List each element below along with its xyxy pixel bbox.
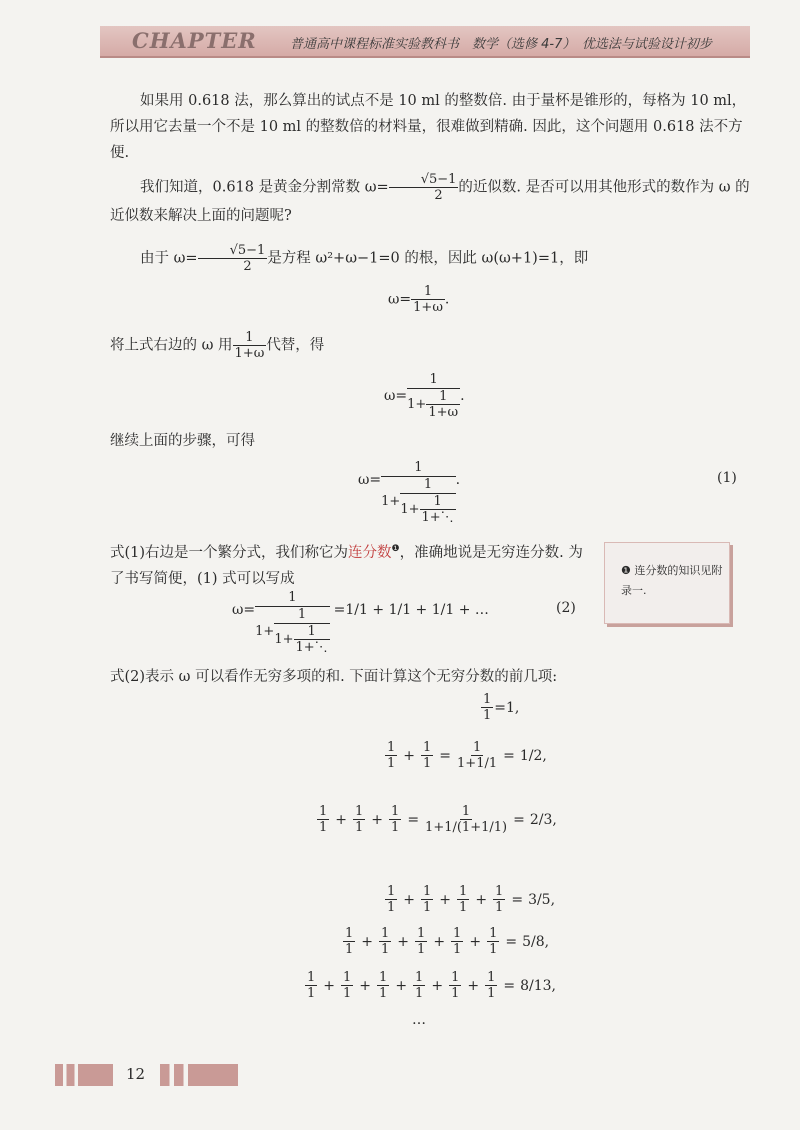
paragraph-5: 继续上面的步骤，可得	[110, 433, 255, 449]
fraction: $\frac{√5-1}{2}$	[389, 172, 459, 203]
sidenote-box: ❶ 连分数的知识见附录一.	[604, 542, 730, 624]
fraction: $\frac{√5-1}{2}$	[198, 243, 268, 274]
book-title: 普通高中课程标准实验教科书 数学（选修 4-7） 优选法与试验设计初步	[290, 37, 712, 52]
equation-label-1: (1)	[717, 470, 737, 486]
page-number: 12	[126, 1065, 146, 1083]
equation-label-2: (2)	[556, 600, 576, 616]
paragraph-2: 我们知道，0.618 是黄金分割常数 ω= $\frac{√5-1}{2}$ 的近似数. 是否可以用其他形式的数作为 ω 的近似数来解决上面的问题呢?	[110, 172, 750, 224]
paragraph-3: 由于 ω= $\frac{√5-1}{2}$ 是方程 ω²+ω−1=0 的根，因此 ω(ω+1)=1，即	[140, 243, 589, 274]
paragraph-7: 式(2)表示 ω 可以看作无穷多项的和. 下面计算这个无穷分数的前几项:	[110, 669, 558, 685]
sum-line-1: $\frac{1}{1}$ =1,	[483, 692, 520, 723]
sum-line-3: 1 1 + $\frac{1}{1}$ + $\frac{1}{1}$ = $\frac{1}{1+1/(1+1/1)}$ = 2/3 ,	[319, 804, 557, 835]
sidenote-text: 连分数的知识见附录一.	[621, 564, 723, 597]
sum-line-4: 1 1 + $\frac{1}{1}$ + $\frac{1}{1}$ + $\frac{1}{1}$ = 3/5 ,	[387, 884, 556, 915]
paragraph-4: 将上式右边的 ω 用 $\frac{1}{1+\omega}$ 代替，得	[110, 330, 325, 361]
equation-cf-1: ω= 1 1+ 1 1+ $\frac{1}{1+⋱}$ .	[358, 460, 461, 525]
sum-line-6: 1 1 + $\frac{1}{1}$ + $\frac{1}{1}$ + $\frac{1}{1}$ + $\frac{1}{1}$ + $\frac{1}{1}$ = 8/13 ,	[307, 970, 556, 1001]
chapter-label: CHAPTER	[132, 28, 257, 53]
footer-decoration-right	[160, 1064, 238, 1086]
sum-line-5: 1 1 + $\frac{1}{1}$ + $\frac{1}{1}$ + $\frac{1}{1}$ + $\frac{1}{1}$ = 5/8 ,	[345, 926, 550, 957]
paragraph-6: 式(1)右边是一个繁分式，我们称它为连分数$^❶$，准确地说是无穷连分数. 为了书写简便，(1) 式可以写成	[110, 544, 583, 587]
term-continued-fraction: 连分数	[348, 544, 392, 561]
ellipsis: …	[412, 1012, 426, 1028]
page-header	[100, 26, 750, 58]
footer-decoration-left	[55, 1064, 113, 1086]
equation-cf-series: ω= 1 1+ 1 1+ $\frac{1}{1+⋱}$ =1/1 + 1/1 + 1/1 + …	[232, 590, 489, 655]
footnote-marker: ❶	[391, 544, 400, 554]
equation-omega-basic: ω= $\frac{1}{1+\omega}$ .	[388, 284, 450, 315]
paragraph-1: 如果用 0.618 法，那么算出的试点不是 10 ml 的整数倍. 由于量杯是锥形的，每格为 10 ml，所以用它去量一个不是 10 ml 的整数倍的材料量，很难做到精确. 因此，这个问题用 0.618 法不方便.	[110, 93, 747, 161]
sum-line-2: 1 1 + $\frac{1}{1}$ = $\frac{1}{1+1/1}$ = 1/2 ,	[387, 740, 547, 771]
equation-cf-2: ω= 1 1+ $\frac{1}{1+\omega}$ .	[384, 372, 465, 420]
